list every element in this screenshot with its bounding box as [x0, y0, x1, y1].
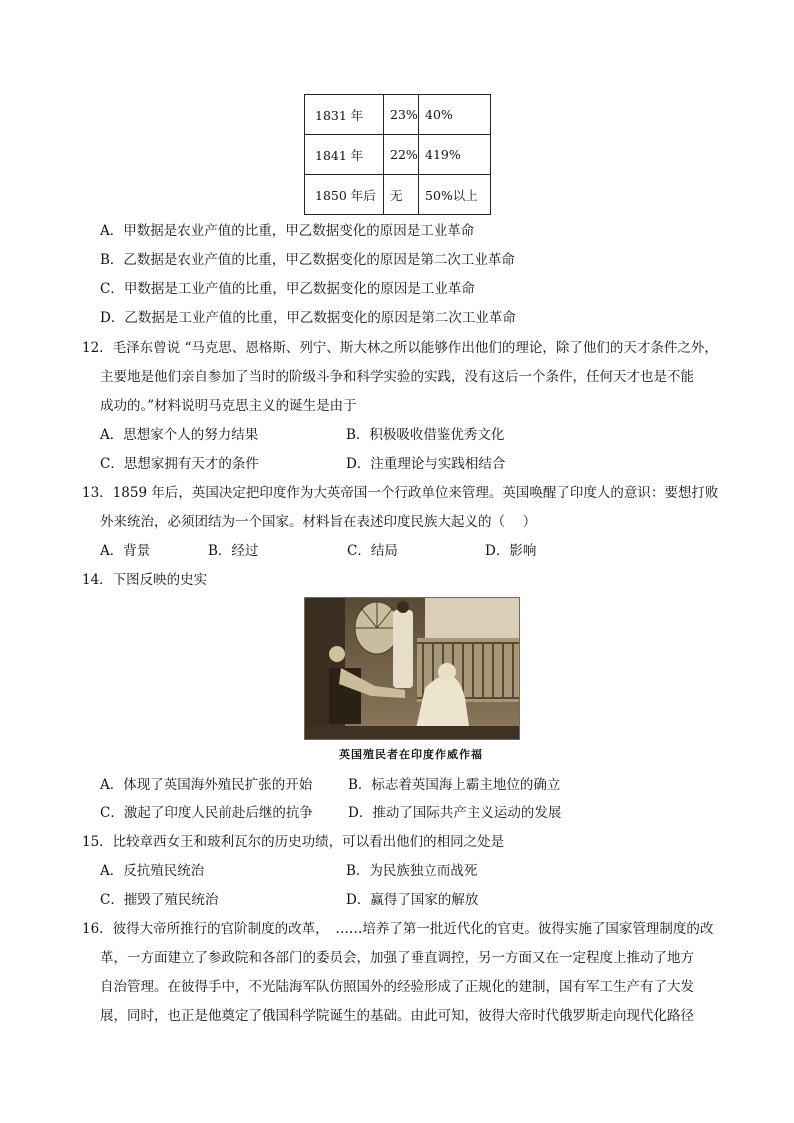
q12-stem-line-1: 12．毛泽东曾说 “马克思、恩格斯、列宁、斯大林之所以能够作出他们的理论，除了他们的天才条件之外，	[82, 340, 718, 356]
table-cell: 1850 年后	[305, 175, 384, 215]
q13-stem-line-2: 外来统治，必须团结为一个国家。材料旨在表述印度民族大起义的（ ）	[100, 514, 537, 530]
q11-option-c: C．甲数据是工业产值的比重，甲乙数据变化的原因是工业革命	[100, 281, 475, 297]
table-row	[305, 135, 491, 175]
q12-stem-line-2: 主要地是他们亲自参加了当时的阶级斗争和科学实验的实践，没有这后一个条件，任何天才也是不能	[100, 369, 694, 385]
q11-option-a: A．甲数据是农业产值的比重，甲乙数据变化的原因是工业革命	[100, 223, 475, 239]
q15-option-c: C．摧毁了殖民统治	[100, 892, 219, 908]
q15-stem: 15．比较章西女王和玻利瓦尔的历史功绩，可以看出他们的相同之处是	[82, 834, 505, 850]
q14-option-c: C．激起了印度人民前赴后继的抗争	[100, 805, 313, 821]
table-cell: 1831 年	[305, 95, 384, 135]
q15-option-b: B．为民族独立而战死	[346, 863, 478, 879]
table-row	[305, 95, 491, 135]
table-cell: 无	[384, 175, 419, 215]
q16-stem-line-4: 展，同时，也正是他奠定了俄国科学院诞生的基础。由此可知，彼得大帝时代俄罗斯走向现代化路径	[100, 1008, 694, 1024]
q13-option-d: D．影响	[485, 543, 537, 559]
table-cell: 23%	[384, 95, 419, 135]
q14-option-a: A．体现了英国海外殖民扩张的开始	[100, 777, 313, 793]
q12-option-a: A．思想家个人的努力结果	[100, 427, 259, 443]
q12-option-d: D．注重理论与实践相结合	[346, 456, 506, 472]
table-cell: 419%	[419, 135, 491, 175]
q16-stem-line-3: 自治管理。在彼得手中，不光陆海军队仿照国外的经验形成了正规化的建制，国有军工生产有了大发	[100, 979, 694, 995]
data-table	[304, 94, 491, 215]
q13-option-a: A．背景	[100, 543, 151, 559]
q14-option-d: D．推动了国际共产主义运动的发展	[348, 805, 562, 821]
table-row	[305, 175, 491, 215]
q11-option-b: B．乙数据是农业产值的比重，甲乙数据变化的原因是第二次工业革命	[100, 252, 515, 268]
q11-option-d: D．乙数据是工业产值的比重，甲乙数据变化的原因是第二次工业革命	[100, 310, 516, 326]
q15-option-a: A．反抗殖民统治	[100, 863, 205, 879]
q12-option-c: C．思想家拥有天才的条件	[100, 456, 259, 472]
colonist-photo	[304, 597, 520, 740]
q15-option-d: D．赢得了国家的解放	[346, 892, 479, 908]
q13-stem-line-1: 13．1859 年后，英国决定把印度作为大英帝国一个行政单位来管理。英国唤醒了印度人的意识：要想打败	[82, 485, 719, 501]
q13-option-b: B．经过	[208, 543, 259, 559]
photo-caption: 英国殖民者在印度作威作福	[339, 748, 483, 761]
table-cell: 40%	[419, 95, 491, 135]
q12-stem-line-3: 成功的。”材料说明马克思主义的诞生是由于	[100, 398, 357, 414]
q12-option-b: B．积极吸收借鉴优秀文化	[346, 427, 505, 443]
q13-option-c: C．结局	[347, 543, 398, 559]
table-cell: 50%以上	[419, 175, 491, 215]
table-cell: 1841 年	[305, 135, 384, 175]
table-cell: 22%	[384, 135, 419, 175]
q14-stem: 14．下图反映的史实	[82, 572, 208, 588]
q16-stem-line-2: 革，一方面建立了参政院和各部门的委员会，加强了垂直调控，另一方面又在一定程度上推动了地方	[100, 950, 694, 966]
q16-stem-line-1: 16．彼得大帝所推行的官阶制度的改革， ……培养了第一批近代化的官吏。彼得实施了国家管理制度的改	[82, 921, 714, 937]
q14-option-b: B．标志着英国海上霸主地位的确立	[348, 777, 561, 793]
